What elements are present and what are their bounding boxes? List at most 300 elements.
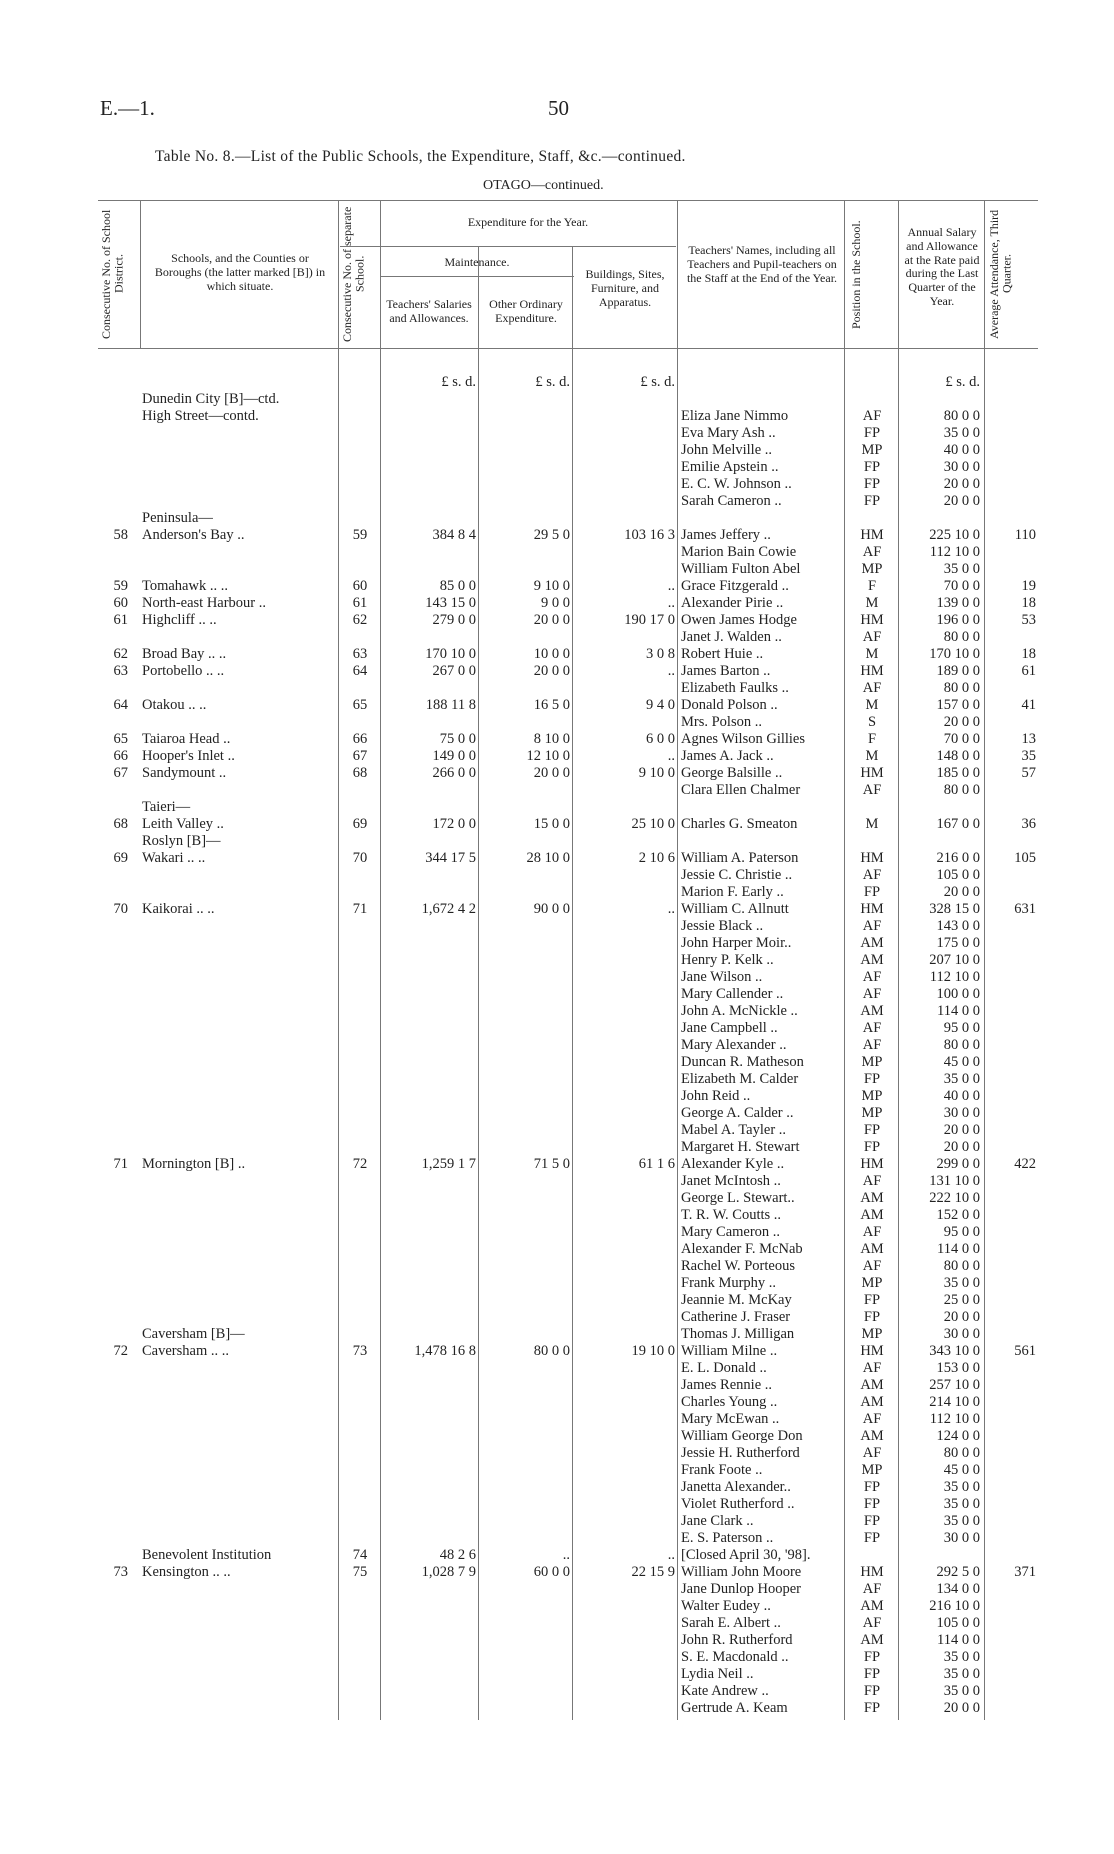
annual-salary: 95 0 0 <box>943 1020 980 1036</box>
table-row <box>0 646 1114 663</box>
table-row <box>0 1581 1114 1598</box>
district-no: 58 <box>113 527 128 543</box>
average-attendance: 371 <box>1014 1564 1036 1580</box>
table-row <box>0 612 1114 629</box>
teacher-name: James A. Jack .. <box>681 748 774 764</box>
buildings-amount: 190 17 0 <box>624 612 675 628</box>
salaries-amount: 75 0 0 <box>439 731 476 747</box>
teacher-name: William A. Paterson <box>681 850 799 866</box>
teacher-name: E. C. W. Johnson .. <box>681 476 792 492</box>
teacher-position: FP <box>863 1122 881 1138</box>
teacher-name: John Melville .. <box>681 442 773 458</box>
teacher-name: Henry P. Kelk .. <box>681 952 774 968</box>
buildings-amount: .. <box>667 578 675 594</box>
teacher-name: William C. Allnutt <box>681 901 789 917</box>
school-no: 63 <box>352 646 368 662</box>
teacher-position: F <box>867 578 877 594</box>
table-row <box>0 1428 1114 1445</box>
district-no: 59 <box>113 578 128 594</box>
teacher-name: Thomas J. Milligan <box>681 1326 795 1342</box>
annual-salary: 299 0 0 <box>936 1156 980 1172</box>
district-no: 68 <box>113 816 128 832</box>
table-row <box>0 1156 1114 1173</box>
school-no: 62 <box>352 612 368 628</box>
school-name: Sandymount .. <box>142 765 227 781</box>
annual-salary: 167 0 0 <box>936 816 980 832</box>
school-name: Tomahawk .. .. <box>142 578 228 594</box>
teacher-name: Alexander F. McNab <box>681 1241 803 1257</box>
table-row <box>0 1700 1114 1717</box>
table-row <box>0 1615 1114 1632</box>
table-row <box>0 1037 1114 1054</box>
salaries-amount: 266 0 0 <box>432 765 476 781</box>
school-name: Dunedin City [B]—ctd. <box>142 391 280 407</box>
annual-salary: 225 10 0 <box>929 527 980 543</box>
annual-salary: 35 0 0 <box>943 1666 980 1682</box>
teacher-name: Owen James Hodge <box>681 612 797 628</box>
buildings-amount: 9 4 0 <box>646 697 675 713</box>
teacher-position: FP <box>863 1292 881 1308</box>
teacher-name: George L. Stewart.. <box>681 1190 795 1206</box>
average-attendance: 61 <box>1021 663 1036 679</box>
salaries-amount: 1,478 16 8 <box>414 1343 476 1359</box>
average-attendance: 18 <box>1021 646 1036 662</box>
district-no: 70 <box>113 901 128 917</box>
table-row <box>0 1275 1114 1292</box>
teacher-name: Mary Callender .. <box>681 986 784 1002</box>
annual-salary: 148 0 0 <box>936 748 980 764</box>
teacher-name: Jessie C. Christie .. <box>681 867 793 883</box>
average-attendance: 422 <box>1014 1156 1036 1172</box>
school-no: 59 <box>352 527 368 543</box>
table-row <box>0 595 1114 612</box>
teacher-position: HM <box>860 527 884 543</box>
other-amount: 20 0 0 <box>533 612 570 628</box>
salaries-amount: 1,672 4 2 <box>421 901 476 917</box>
table-row <box>0 1530 1114 1547</box>
annual-salary: 134 0 0 <box>936 1581 980 1597</box>
other-amount: 20 0 0 <box>533 765 570 781</box>
district-no: 72 <box>113 1343 128 1359</box>
teacher-name: William Fulton Abel <box>681 561 801 577</box>
table-row <box>0 1003 1114 1020</box>
other-amount: 60 0 0 <box>533 1564 570 1580</box>
district-no: 73 <box>113 1564 128 1580</box>
salaries-amount: 188 11 8 <box>425 697 476 713</box>
teacher-name: William John Moore <box>681 1564 802 1580</box>
table-row <box>0 1479 1114 1496</box>
table-row <box>0 1224 1114 1241</box>
school-name: Caversham .. .. <box>142 1343 229 1359</box>
teacher-position: FP <box>863 1496 881 1512</box>
annual-salary: 25 0 0 <box>943 1292 980 1308</box>
annual-salary: 196 0 0 <box>936 612 980 628</box>
school-name: Portobello .. .. <box>142 663 225 679</box>
teacher-name: Charles Young .. <box>681 1394 778 1410</box>
teacher-name: Charles G. Smeaton <box>681 816 798 832</box>
teacher-name: Mary Cameron .. <box>681 1224 781 1240</box>
table-row <box>0 1020 1114 1037</box>
teacher-name: Eva Mary Ash .. <box>681 425 776 441</box>
district-no: 69 <box>113 850 128 866</box>
table-row <box>0 1632 1114 1649</box>
teacher-position: FP <box>863 1479 881 1495</box>
teacher-name: Violet Rutherford .. <box>681 1496 795 1512</box>
table-row <box>0 1360 1114 1377</box>
teacher-position: AM <box>860 1428 884 1444</box>
table-row <box>0 1462 1114 1479</box>
buildings-amount: .. <box>667 663 675 679</box>
teacher-name: Mary McEwan .. <box>681 1411 780 1427</box>
table-row <box>0 1326 1114 1343</box>
teacher-position: M <box>865 595 879 611</box>
table-row <box>0 1343 1114 1360</box>
table-title: Table No. 8.—List of the Public Schools, the Expenditure, Staff, &c.—continued. <box>155 148 686 165</box>
teacher-name: Jessie H. Rutherford <box>681 1445 800 1461</box>
teacher-position: HM <box>860 1343 884 1359</box>
annual-salary: 222 10 0 <box>929 1190 980 1206</box>
school-name: Caversham [B]— <box>142 1326 245 1342</box>
teacher-position: FP <box>863 1700 881 1716</box>
table-row <box>0 544 1114 561</box>
teacher-name: James Rennie .. <box>681 1377 773 1393</box>
other-amount: 28 10 0 <box>526 850 570 866</box>
annual-salary: 292 5 0 <box>936 1564 980 1580</box>
table-row <box>0 1292 1114 1309</box>
units-row <box>0 374 1114 391</box>
school-name: Taieri— <box>142 799 191 815</box>
teacher-name: Margaret H. Stewart <box>681 1139 800 1155</box>
teacher-name: James Barton .. <box>681 663 771 679</box>
salaries-amount: 172 0 0 <box>432 816 476 832</box>
school-no: 74 <box>352 1547 368 1563</box>
district-no: 62 <box>113 646 128 662</box>
annual-salary: 30 0 0 <box>943 459 980 475</box>
teacher-position: AM <box>860 1190 884 1206</box>
teacher-name: Jane Dunlop Hooper <box>681 1581 802 1597</box>
teacher-position: S <box>867 714 877 730</box>
annual-salary: 153 0 0 <box>936 1360 980 1376</box>
teacher-position: AF <box>862 1020 882 1036</box>
district-no: 63 <box>113 663 128 679</box>
table-row <box>0 1122 1114 1139</box>
teacher-name: Frank Murphy .. <box>681 1275 777 1291</box>
other-amount: 90 0 0 <box>533 901 570 917</box>
table-row <box>0 833 1114 850</box>
teacher-position: FP <box>863 1071 881 1087</box>
teacher-position: HM <box>860 765 884 781</box>
teacher-name: John Reid .. <box>681 1088 751 1104</box>
teacher-position: HM <box>860 901 884 917</box>
table-row <box>0 850 1114 867</box>
header-attendance: Average Attendance, Third Quarter. <box>987 209 1014 339</box>
page-number: 50 <box>548 96 569 120</box>
average-attendance: 631 <box>1014 901 1036 917</box>
teacher-position: AM <box>860 935 884 951</box>
teacher-name: George Balsille .. <box>681 765 783 781</box>
teacher-position: AM <box>860 1394 884 1410</box>
teacher-name: Clara Ellen Chalmer <box>681 782 801 798</box>
table-row <box>0 408 1114 425</box>
teacher-position: AM <box>860 1241 884 1257</box>
annual-salary: 35 0 0 <box>943 1683 980 1699</box>
teacher-position: FP <box>863 476 881 492</box>
table-row <box>0 884 1114 901</box>
table-row <box>0 748 1114 765</box>
buildings-amount: 25 10 0 <box>631 816 675 832</box>
teacher-position: AF <box>862 1258 882 1274</box>
annual-salary: 216 0 0 <box>936 850 980 866</box>
other-amount: 16 5 0 <box>533 697 570 713</box>
other-amount: 80 0 0 <box>533 1343 570 1359</box>
table-row <box>0 1207 1114 1224</box>
teacher-name: Janet J. Walden .. <box>681 629 782 645</box>
annual-salary: 35 0 0 <box>943 1649 980 1665</box>
teacher-position: AF <box>862 1411 882 1427</box>
buildings-amount: 3 0 8 <box>646 646 675 662</box>
annual-salary: 152 0 0 <box>936 1207 980 1223</box>
table-row <box>0 578 1114 595</box>
school-name: Highcliff .. .. <box>142 612 217 628</box>
table-row <box>0 476 1114 493</box>
teacher-position: FP <box>863 1666 881 1682</box>
teacher-name: John A. McNickle .. <box>681 1003 798 1019</box>
teacher-name: Frank Foote .. <box>681 1462 763 1478</box>
district-no: 60 <box>113 595 128 611</box>
table-row <box>0 986 1114 1003</box>
average-attendance: 105 <box>1014 850 1036 866</box>
annual-salary: 175 0 0 <box>936 935 980 951</box>
teacher-position: FP <box>863 493 881 509</box>
annual-salary: 30 0 0 <box>943 1530 980 1546</box>
buildings-amount: 19 10 0 <box>631 1343 675 1359</box>
table-row <box>0 680 1114 697</box>
table-row <box>0 425 1114 442</box>
school-name: Benevolent Institution <box>142 1547 272 1563</box>
school-no: 64 <box>352 663 368 679</box>
teacher-position: FP <box>863 1309 881 1325</box>
teacher-name: Jane Clark .. <box>681 1513 754 1529</box>
other-amount: 8 10 0 <box>533 731 570 747</box>
other-amount: 20 0 0 <box>533 663 570 679</box>
teacher-name: Lydia Neil .. <box>681 1666 754 1682</box>
table-row <box>0 1547 1114 1564</box>
other-amount: 29 5 0 <box>533 527 570 543</box>
teacher-name: Marion F. Early .. <box>681 884 784 900</box>
teacher-position: AF <box>862 544 882 560</box>
other-amount: .. <box>562 1547 570 1563</box>
teacher-name: Mrs. Polson .. <box>681 714 762 730</box>
annual-salary: 80 0 0 <box>943 1037 980 1053</box>
teacher-position: AF <box>862 1615 882 1631</box>
teacher-name: Alexander Pirie .. <box>681 595 784 611</box>
annual-salary: 35 0 0 <box>943 1479 980 1495</box>
annual-salary: 124 0 0 <box>936 1428 980 1444</box>
school-name: North-east Harbour .. <box>142 595 267 611</box>
table-row <box>0 816 1114 833</box>
teacher-name: Janet McIntosh .. <box>681 1173 781 1189</box>
teacher-name: Elizabeth Faulks .. <box>681 680 789 696</box>
table-row <box>0 1666 1114 1683</box>
table-row <box>0 1377 1114 1394</box>
annual-salary: 80 0 0 <box>943 782 980 798</box>
teacher-name: E. L. Donald .. <box>681 1360 767 1376</box>
buildings-amount: 2 10 6 <box>638 850 675 866</box>
salaries-amount: 279 0 0 <box>432 612 476 628</box>
teacher-position: AF <box>862 1173 882 1189</box>
average-attendance: 53 <box>1021 612 1036 628</box>
annual-salary: 30 0 0 <box>943 1105 980 1121</box>
teacher-position: HM <box>860 1564 884 1580</box>
annual-salary: 185 0 0 <box>936 765 980 781</box>
salaries-amount: 85 0 0 <box>439 578 476 594</box>
table-row <box>0 1173 1114 1190</box>
table-row <box>0 731 1114 748</box>
teacher-name: Donald Polson .. <box>681 697 778 713</box>
annual-salary: 189 0 0 <box>936 663 980 679</box>
annual-salary: 70 0 0 <box>943 731 980 747</box>
table-row <box>0 561 1114 578</box>
annual-salary: 40 0 0 <box>943 1088 980 1104</box>
buildings-amount: .. <box>667 748 675 764</box>
annual-salary: 20 0 0 <box>943 1309 980 1325</box>
annual-salary: 114 0 0 <box>937 1003 980 1019</box>
school-name: Otakou .. .. <box>142 697 207 713</box>
teacher-name: Rachel W. Porteous <box>681 1258 795 1274</box>
unit-annual: £ s. d. <box>945 374 980 390</box>
header-maintenance: Maintenance. <box>444 255 510 269</box>
other-amount: 10 0 0 <box>533 646 570 662</box>
annual-salary: 257 10 0 <box>929 1377 980 1393</box>
table-row <box>0 969 1114 986</box>
buildings-amount: .. <box>667 1547 675 1563</box>
annual-salary: 112 10 0 <box>929 969 980 985</box>
school-no: 73 <box>352 1343 368 1359</box>
teacher-name: George A. Calder .. <box>681 1105 794 1121</box>
table-row <box>0 799 1114 816</box>
other-amount: 15 0 0 <box>533 816 570 832</box>
school-no: 70 <box>352 850 368 866</box>
annual-salary: 80 0 0 <box>943 629 980 645</box>
school-no: 60 <box>352 578 368 594</box>
school-no: 65 <box>352 697 368 713</box>
buildings-amount: 103 16 3 <box>624 527 675 543</box>
teacher-name: S. E. Macdonald .. <box>681 1649 789 1665</box>
teacher-name: Sarah Cameron .. <box>681 493 782 509</box>
district-no: 67 <box>113 765 128 781</box>
header-school-no: Consecutive No. of separate School. <box>340 206 367 342</box>
unit-other: £ s. d. <box>535 374 570 390</box>
table-row <box>0 510 1114 527</box>
annual-salary: 112 10 0 <box>929 544 980 560</box>
teacher-name: Mabel A. Tayler .. <box>681 1122 787 1138</box>
school-no: 72 <box>352 1156 368 1172</box>
teacher-position: AM <box>860 1377 884 1393</box>
table-row <box>0 1054 1114 1071</box>
teacher-position: M <box>865 748 879 764</box>
table-row <box>0 901 1114 918</box>
salaries-amount: 344 17 5 <box>425 850 476 866</box>
annual-salary: 216 10 0 <box>929 1598 980 1614</box>
table-row <box>0 1309 1114 1326</box>
teacher-name: Jane Wilson .. <box>681 969 763 985</box>
buildings-amount: .. <box>667 595 675 611</box>
table-row <box>0 442 1114 459</box>
teacher-position: MP <box>861 561 883 577</box>
table-subtitle: OTAGO—continued. <box>483 178 604 193</box>
table-row <box>0 1445 1114 1462</box>
annual-salary: 114 0 0 <box>937 1241 980 1257</box>
teacher-name: John Harper Moir.. <box>681 935 792 951</box>
annual-salary: 170 10 0 <box>929 646 980 662</box>
table-row <box>0 918 1114 935</box>
teacher-position: MP <box>861 1462 883 1478</box>
teacher-position: MP <box>861 1326 883 1342</box>
teacher-name: Robert Huie .. <box>681 646 764 662</box>
school-name: Kensington .. .. <box>142 1564 231 1580</box>
average-attendance: 561 <box>1014 1343 1036 1359</box>
other-amount: 9 0 0 <box>541 595 570 611</box>
unit-buildings: £ s. d. <box>640 374 675 390</box>
teacher-position: HM <box>860 612 884 628</box>
annual-salary: 114 0 0 <box>937 1632 980 1648</box>
average-attendance: 41 <box>1021 697 1036 713</box>
average-attendance: 110 <box>1014 527 1036 543</box>
annual-salary: 157 0 0 <box>936 697 980 713</box>
teacher-name: Sarah E. Albert .. <box>681 1615 781 1631</box>
teacher-name: Mary Alexander .. <box>681 1037 787 1053</box>
table-row <box>0 1105 1114 1122</box>
teacher-position: M <box>865 697 879 713</box>
teacher-position: MP <box>861 1275 883 1291</box>
teacher-position: FP <box>863 1530 881 1546</box>
district-no: 61 <box>113 612 128 628</box>
annual-salary: 40 0 0 <box>943 442 980 458</box>
annual-salary: 80 0 0 <box>943 408 980 424</box>
table-row <box>0 493 1114 510</box>
other-amount: 9 10 0 <box>533 578 570 594</box>
district-no: 66 <box>113 748 128 764</box>
table-row <box>0 527 1114 544</box>
header-position: Position in the School. <box>849 220 863 330</box>
district-no: 64 <box>113 697 128 713</box>
salaries-amount: 384 8 4 <box>432 527 476 543</box>
teacher-name: Eliza Jane Nimmo <box>681 408 789 424</box>
teacher-position: AF <box>862 408 882 424</box>
table-row <box>0 1513 1114 1530</box>
table-row <box>0 1139 1114 1156</box>
teacher-name: Catherine J. Fraser <box>681 1309 791 1325</box>
teacher-position: AF <box>862 629 882 645</box>
other-amount: 71 5 0 <box>533 1156 570 1172</box>
teacher-name: Gertrude A. Keam <box>681 1700 788 1716</box>
teacher-name: [Closed April 30, '98]. <box>681 1547 811 1563</box>
header-district: Consecutive No. of School District. <box>99 209 126 339</box>
teacher-position: AM <box>860 1003 884 1019</box>
teacher-position: AF <box>862 867 882 883</box>
school-name: Anderson's Bay .. <box>142 527 245 543</box>
teacher-position: MP <box>861 1105 883 1121</box>
teacher-position: HM <box>860 850 884 866</box>
teacher-position: AF <box>862 986 882 1002</box>
table-row <box>0 1258 1114 1275</box>
teacher-position: HM <box>860 1156 884 1172</box>
teacher-name: Walter Eudey .. <box>681 1598 771 1614</box>
table-row <box>0 1190 1114 1207</box>
buildings-amount: 6 0 0 <box>646 731 675 747</box>
table-row <box>0 1496 1114 1513</box>
table-row <box>0 1088 1114 1105</box>
